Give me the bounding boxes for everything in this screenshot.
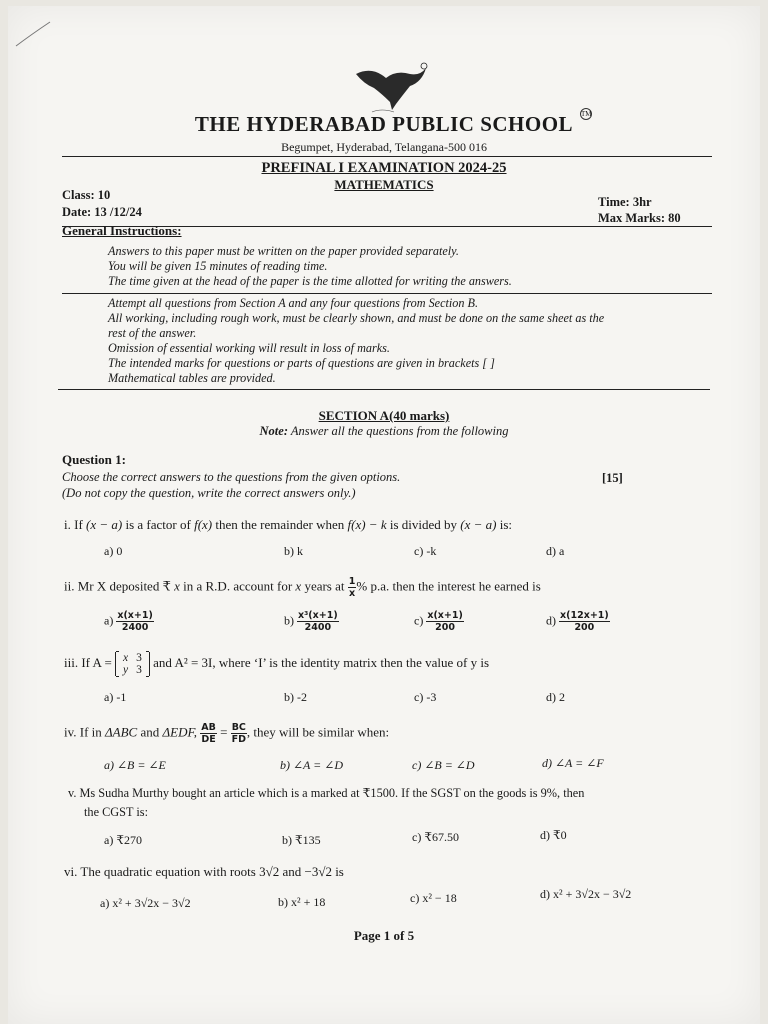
question-v: v. Ms Sudha Murthy bought an article which is a marked at ₹1500. If the SGST on the goods is 9%, then [68, 786, 585, 800]
matrix-cell: x [123, 652, 129, 664]
fraction [559, 610, 610, 633]
question-vi: vi. The quadratic equation with roots 3√2 and −3√2 is [64, 864, 344, 879]
math-expression: (x − a) [86, 517, 123, 532]
option-a: a) ₹270 [104, 833, 142, 847]
pen-mark [14, 18, 54, 50]
math-expression: ΔABC [105, 724, 138, 740]
instruction-line: Attempt all questions from Section A and any four questions from Section B. [108, 296, 478, 310]
instructions-title: General Instructions: [62, 223, 182, 238]
fraction-denominator: 2400 [121, 622, 149, 633]
fraction [200, 722, 217, 745]
matrix-cell: 3 [136, 664, 142, 676]
question-text: years at [301, 578, 348, 594]
option-c: c) ₹67.50 [412, 830, 459, 844]
question-v-continued: the CGST is: [84, 805, 149, 819]
section-note-bold: Note: [259, 424, 288, 438]
option-d: d) ₹0 [540, 828, 567, 842]
fraction [426, 610, 464, 633]
instructions-block-1 [108, 244, 728, 289]
math-expression: (x − a) [460, 517, 497, 532]
math-expression: f(x) [194, 517, 213, 532]
instructions-bottom-divider [58, 389, 710, 390]
instructions-block-2 [108, 296, 728, 386]
question-text: and A² = 3I, where ‘I’ is the identity matrix then the value of y is [149, 654, 490, 670]
option-a [104, 610, 154, 633]
option-label: b) [284, 613, 294, 628]
max-marks-label: Max Marks: 80 [598, 211, 681, 225]
instruction-line: The intended marks for questions or parts of questions are given in brackets [ ] [108, 356, 495, 370]
question-text: is: [496, 517, 513, 532]
option-c: c) ∠B = ∠D [412, 758, 475, 772]
matrix-cell: y [123, 664, 129, 676]
instruction-line: All working, including rough work, must be clearly shown, and must be done on the same sheet as the [108, 311, 605, 325]
question-text: is divided by [386, 517, 461, 532]
option-a: a) ∠B = ∠E [104, 758, 166, 772]
math-expression: ΔEDF, [162, 724, 197, 740]
question-text: i. If [64, 517, 87, 532]
fraction [116, 610, 154, 633]
option-c: c) -3 [414, 690, 437, 704]
fraction-numerator: AB [201, 722, 216, 733]
instruction-line: The time given at the head of the paper is the time allotted for writing the answers. [108, 274, 512, 288]
header-divider [62, 156, 712, 157]
exam-title: PREFINAL I EXAMINATION 2024-25 [261, 160, 507, 176]
fraction-numerator: x(12x+1) [560, 610, 609, 621]
fraction-denominator: DE [201, 734, 216, 745]
question-iv [64, 722, 389, 745]
matrix-cell: 3 [136, 652, 142, 664]
section-note [0, 424, 768, 439]
option-b [284, 610, 339, 633]
option-c [414, 610, 464, 633]
fraction-denominator: 200 [574, 622, 595, 633]
option-label: a) [104, 613, 114, 628]
math-expression: f(x) − k [347, 517, 387, 532]
instruction-line: Mathematical tables are provided. [108, 371, 276, 385]
fraction-numerator: 1 [348, 576, 356, 587]
school-name: THE HYDERABAD PUBLIC SCHOOL [194, 112, 574, 136]
question-text: is a factor of [122, 517, 195, 532]
fraction-denominator: x [348, 588, 356, 599]
section-note-text: Answer all the questions from the following [287, 424, 509, 438]
fraction-numerator: BC [231, 722, 246, 733]
fraction-denominator: 2400 [304, 622, 332, 633]
fraction-numerator: x(x+1) [427, 610, 463, 621]
option-a: a) -1 [104, 690, 127, 704]
instruction-line: Omission of essential working will result in loss of marks. [108, 341, 390, 355]
trademark-badge: TM [581, 110, 592, 118]
matrix [115, 652, 150, 676]
fraction-denominator: 200 [435, 622, 455, 633]
math-variable: x [295, 578, 302, 594]
option-b: b) ₹135 [282, 833, 321, 847]
question-text: % p.a. then the interest he earned is [356, 578, 541, 594]
school-address: Begumpet, Hyderabad, Telangana-500 016 [281, 140, 487, 154]
subject-title: MATHEMATICS [334, 177, 434, 192]
question-i [64, 517, 512, 533]
class-label: Class: 10 [62, 188, 111, 202]
fraction-numerator: x³(x+1) [298, 610, 338, 621]
option-b: b) ∠A = ∠D [280, 758, 343, 772]
date-label: Date: 13 /12/24 [62, 205, 142, 219]
fraction-numerator: x(x+1) [117, 610, 153, 621]
option-a: a) x² + 3√2x − 3√2 [100, 896, 191, 910]
option-d: d) a [546, 544, 565, 558]
option-d [546, 610, 610, 633]
question-1-instruction-note: (Do not copy the question, write the correct answers only.) [62, 486, 356, 500]
question-1-marks: [15] [602, 471, 623, 485]
option-d: d) 2 [546, 690, 565, 704]
time-label: Time: 3hr [598, 195, 652, 209]
math-variable: x [174, 578, 180, 594]
fraction [231, 722, 247, 745]
option-b: b) -2 [284, 690, 307, 704]
equals-sign: = [216, 724, 231, 740]
instruction-line: Answers to this paper must be written on the paper provided separately. [108, 244, 459, 258]
instructions-divider [62, 293, 712, 294]
question-text: iv. If in [64, 724, 106, 740]
page-number: Page 1 of 5 [353, 928, 415, 943]
option-d: d) x² + 3√2x − 3√2 [540, 887, 632, 901]
question-text: ii. Mr X deposited ₹ [64, 578, 175, 594]
fraction [297, 610, 339, 633]
question-iii [64, 652, 489, 676]
question-text: in a R.D. account for [179, 578, 296, 594]
option-b: b) k [284, 544, 303, 558]
question-1-instruction: Choose the correct answers to the questions from the given options. [62, 470, 401, 484]
option-b: b) x² + 18 [278, 895, 326, 909]
question-1-title: Question 1: [62, 452, 126, 467]
option-a: a) 0 [104, 544, 123, 558]
question-text: , they will be similar when: [246, 724, 390, 740]
eagle-logo-icon [352, 62, 432, 114]
question-text: then the remainder when [212, 517, 348, 532]
fraction-denominator: FD [231, 734, 246, 745]
instruction-line: rest of the answer. [108, 326, 197, 340]
instruction-line: You will be given 15 minutes of reading time. [108, 259, 328, 273]
option-label: d) [546, 613, 556, 628]
option-label: c) [414, 613, 424, 628]
option-c: c) -k [414, 544, 437, 558]
question-text: and [137, 724, 163, 740]
option-d: d) ∠A = ∠F [542, 756, 604, 770]
section-title: SECTION A(40 marks) [318, 408, 450, 423]
option-c: c) x² − 18 [410, 891, 457, 905]
question-text: iii. If A = [64, 654, 116, 670]
question-ii [64, 576, 541, 599]
